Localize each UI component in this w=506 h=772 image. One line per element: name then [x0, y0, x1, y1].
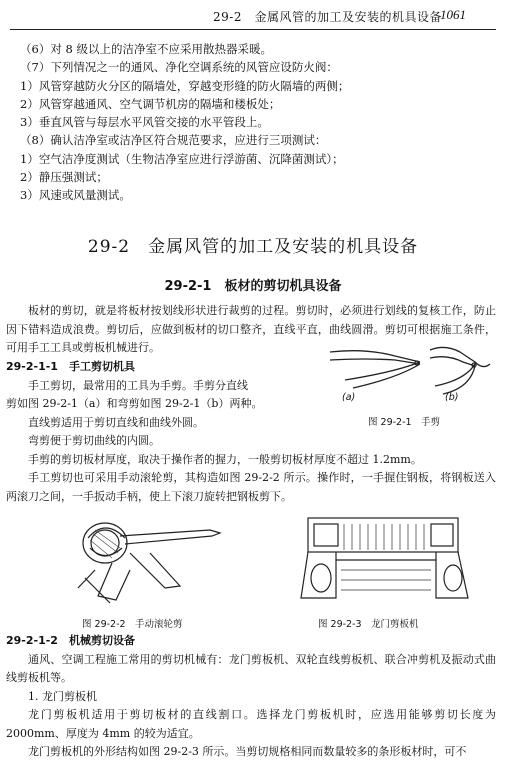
requirements-list — [20, 40, 490, 205]
manual-text-2: 直线剪适用于剪切直线和曲线外圆。 — [28, 415, 204, 429]
manual-text-3: 弯剪便于剪切曲线的内圆。 — [28, 434, 160, 447]
page-number: 1061 — [440, 7, 466, 22]
fig1-label-b: (b) — [445, 392, 459, 403]
mech-text-1: 通风、空调工程施工常用的剪切机械有：龙门剪板机、双轮直线剪板机、联合冲剪机及振动式曲线剪板机等。 — [6, 652, 496, 684]
page-header — [0, 0, 506, 34]
list-item: 1）风管穿越防火分区的隔墙处，穿越变形缝的防火隔墙的两侧； — [20, 78, 350, 93]
subsection-title: 29-2-1 板材的剪切机具设备 — [164, 279, 342, 294]
list-item: 2）静压强测试； — [20, 170, 108, 185]
mechanical-section — [6, 632, 496, 762]
list-item: （6）对 8 级以上的洁净室不应采用散热器采暖。 — [20, 42, 272, 56]
fig1-caption: 图 29-2-1 手剪 — [368, 417, 441, 428]
list-item: 3）风速或风量测试。 — [20, 188, 131, 203]
fig2-caption: 图 29-2-2 手动滚轮剪 — [82, 619, 183, 630]
manual-text-4: 手剪的剪切板材厚度，取决于操作者的握力，一般剪切板材厚度不超过 1.2mm。 — [28, 452, 422, 466]
header-rule — [10, 29, 496, 30]
gantry-shear-figure — [296, 510, 476, 605]
list-item: 3）垂直风管与每层水平风管交接的水平管段上。 — [20, 115, 269, 130]
fig3-caption: 图 29-2-3 龙门剪板机 — [318, 619, 419, 630]
heading-manual-cutting: 29-2-1-1 手工剪切机具 — [6, 360, 135, 373]
running-title: 29-2 金属风管的加工及安装的机具设备 — [213, 10, 442, 24]
mech-item-1: 1. 龙门剪板机 — [28, 689, 97, 703]
list-item: 2）风管穿越通风、空气调节机房的隔墙和楼板处； — [20, 96, 281, 111]
heading-mechanical-cutting: 29-2-1-2 机械剪切设备 — [6, 634, 135, 647]
section-title: 29-2 金属风管的加工及安装的机具设备 — [87, 237, 419, 257]
rolling-shears-figure — [70, 508, 230, 608]
manual-text-1a: 手工剪切，最常用的工具为手剪。手剪分直线 — [28, 378, 248, 392]
intro-text: 板材的剪切，就是将板材按划线形状进行裁剪的过程。剪切时，必须进行划线的复核工作，防止因下错料造成浪费。剪切后，应做到板材的切口整齐，直线平直，曲线圆滑。剪切可根据施工条件，可用手工工具或剪板机械进行。 — [6, 304, 496, 354]
mech-text-2: 龙门剪板机适用于剪切板材的直线割口。选择龙门剪板机时，应选用能够剪切长度为 2000mm、厚度为 4mm 的较为适宜。 — [6, 708, 496, 740]
list-item: （8）确认洁净室或洁净区符合规范要求，应进行三项测试： — [20, 133, 327, 148]
manual-text-5: 手工剪切也可采用手动滚轮剪，其构造如图 29-2-2 所示。操作时，一手握住钢板，将钢板送入两滚刀之间，一手扳动手柄，使上下滚刀旋转把钢板剪下。 — [6, 471, 496, 503]
manual-text-1b: 剪如图 29-2-1（a）和弯剪如图 29-2-1（b）两种。 — [6, 397, 263, 410]
mech-text-3: 龙门剪板机的外形结构如图 29-2-3 所示。当剪切规格相同而数量较多的条形板材时，可不 — [28, 745, 467, 758]
fig1-label-a: (a) — [342, 392, 356, 403]
list-item: （7）下列情况之一的通风、净化空调系统的风管应设防火阀： — [20, 60, 338, 75]
list-item: 1）空气洁净度测试（生物洁净室应进行浮游菌、沉降菌测试）； — [20, 151, 344, 166]
